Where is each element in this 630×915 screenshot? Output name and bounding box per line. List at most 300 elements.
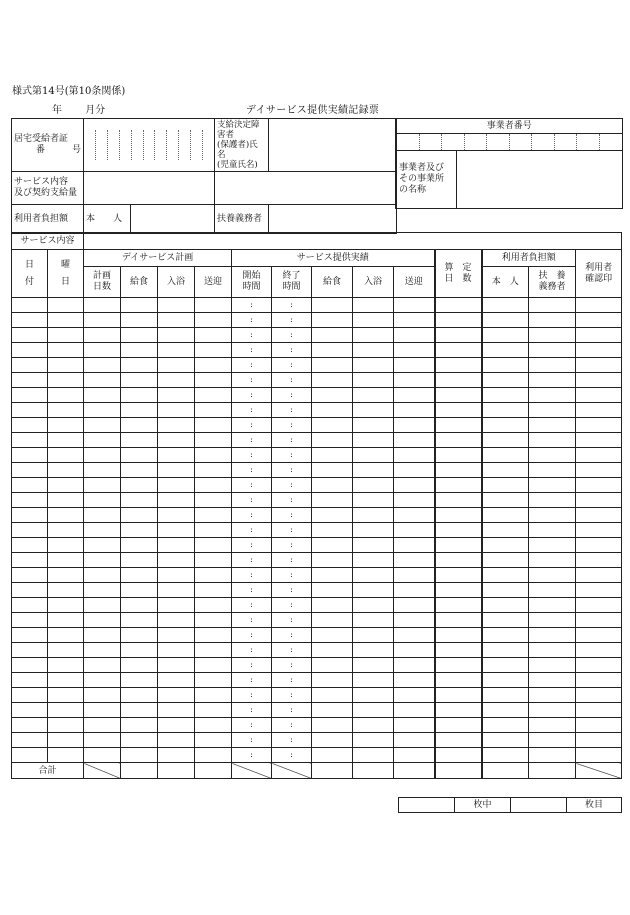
certificate-number-field[interactable] (84, 119, 215, 172)
date-cell[interactable] (12, 373, 48, 388)
plan-bath-cell[interactable] (158, 748, 195, 763)
start-time-cell[interactable]: : (232, 523, 272, 538)
copay-self-cell[interactable] (482, 313, 529, 328)
end-time-cell[interactable]: : (272, 613, 312, 628)
copay-guardian-cell[interactable] (529, 673, 576, 688)
date-cell[interactable] (12, 418, 48, 433)
actual-transport-cell[interactable] (394, 328, 435, 343)
copay-guardian-cell[interactable] (529, 598, 576, 613)
actual-meal-cell[interactable] (312, 343, 353, 358)
plan-days-cell[interactable] (84, 688, 121, 703)
weekday-cell[interactable] (48, 358, 84, 373)
plan-bath-cell[interactable] (158, 733, 195, 748)
actual-meal-cell[interactable] (312, 613, 353, 628)
plan-days-cell[interactable] (84, 523, 121, 538)
end-time-cell[interactable]: : (272, 658, 312, 673)
plan-bath-cell[interactable] (158, 403, 195, 418)
actual-meal-cell[interactable] (312, 418, 353, 433)
plan-transport-cell[interactable] (195, 643, 232, 658)
actual-transport-cell[interactable] (394, 508, 435, 523)
start-time-cell[interactable]: : (232, 478, 272, 493)
plan-transport-cell[interactable] (195, 388, 232, 403)
actual-transport-cell[interactable] (394, 358, 435, 373)
plan-bath-cell[interactable] (158, 328, 195, 343)
copay-self-cell[interactable] (482, 583, 529, 598)
weekday-cell[interactable] (48, 388, 84, 403)
plan-meal-cell[interactable] (121, 448, 158, 463)
actual-bath-cell[interactable] (353, 628, 394, 643)
plan-bath-cell[interactable] (158, 688, 195, 703)
calc-days-cell[interactable] (435, 628, 482, 643)
date-cell[interactable] (12, 613, 48, 628)
plan-days-cell[interactable] (84, 733, 121, 748)
end-time-cell[interactable]: : (272, 448, 312, 463)
plan-meal-cell[interactable] (121, 733, 158, 748)
date-cell[interactable] (12, 718, 48, 733)
date-cell[interactable] (12, 478, 48, 493)
start-time-cell[interactable]: : (232, 358, 272, 373)
date-cell[interactable] (12, 463, 48, 478)
end-time-cell[interactable]: : (272, 433, 312, 448)
copay-guardian-cell[interactable] (529, 433, 576, 448)
date-cell[interactable] (12, 673, 48, 688)
end-time-cell[interactable]: : (272, 628, 312, 643)
actual-meal-cell[interactable] (312, 703, 353, 718)
date-cell[interactable] (12, 448, 48, 463)
weekday-cell[interactable] (48, 643, 84, 658)
copay-self-cell[interactable] (482, 658, 529, 673)
weekday-cell[interactable] (48, 478, 84, 493)
plan-days-cell[interactable] (84, 628, 121, 643)
plan-transport-cell[interactable] (195, 598, 232, 613)
start-time-cell[interactable]: : (232, 673, 272, 688)
end-time-cell[interactable]: : (272, 703, 312, 718)
date-cell[interactable] (12, 508, 48, 523)
plan-transport-cell[interactable] (195, 478, 232, 493)
actual-bath-cell[interactable] (353, 748, 394, 763)
plan-days-cell[interactable] (84, 313, 121, 328)
actual-transport-cell[interactable] (394, 418, 435, 433)
plan-bath-cell[interactable] (158, 433, 195, 448)
actual-meal-cell[interactable] (312, 643, 353, 658)
end-time-cell[interactable]: : (272, 358, 312, 373)
date-cell[interactable] (12, 688, 48, 703)
end-time-cell[interactable]: : (272, 538, 312, 553)
end-time-cell[interactable]: : (272, 403, 312, 418)
actual-meal-cell[interactable] (312, 658, 353, 673)
date-cell[interactable] (12, 358, 48, 373)
actual-bath-cell[interactable] (353, 538, 394, 553)
calc-days-cell[interactable] (435, 418, 482, 433)
calc-days-cell[interactable] (435, 388, 482, 403)
confirm-cell[interactable] (576, 538, 622, 553)
plan-meal-cell[interactable] (121, 718, 158, 733)
plan-meal-cell[interactable] (121, 313, 158, 328)
actual-transport-cell[interactable] (394, 733, 435, 748)
start-time-cell[interactable]: : (232, 583, 272, 598)
end-time-cell[interactable]: : (272, 508, 312, 523)
actual-transport-cell[interactable] (394, 313, 435, 328)
calc-days-cell[interactable] (435, 748, 482, 763)
copay-guardian-cell[interactable] (529, 628, 576, 643)
calc-days-cell[interactable] (435, 463, 482, 478)
plan-bath-cell[interactable] (158, 448, 195, 463)
copay-guardian-cell[interactable] (529, 358, 576, 373)
total-plan-meal[interactable] (121, 763, 158, 779)
confirm-cell[interactable] (576, 553, 622, 568)
actual-bath-cell[interactable] (353, 688, 394, 703)
weekday-cell[interactable] (48, 688, 84, 703)
start-time-cell[interactable]: : (232, 688, 272, 703)
calc-days-cell[interactable] (435, 448, 482, 463)
actual-bath-cell[interactable] (353, 493, 394, 508)
date-cell[interactable] (12, 343, 48, 358)
copay-self-cell[interactable] (482, 628, 529, 643)
plan-days-cell[interactable] (84, 703, 121, 718)
actual-meal-cell[interactable] (312, 373, 353, 388)
plan-transport-cell[interactable] (195, 748, 232, 763)
plan-days-cell[interactable] (84, 388, 121, 403)
start-time-cell[interactable]: : (232, 643, 272, 658)
end-time-cell[interactable]: : (272, 718, 312, 733)
weekday-cell[interactable] (48, 733, 84, 748)
actual-bath-cell[interactable] (353, 598, 394, 613)
confirm-cell[interactable] (576, 478, 622, 493)
weekday-cell[interactable] (48, 583, 84, 598)
date-cell[interactable] (12, 748, 48, 763)
calc-days-cell[interactable] (435, 643, 482, 658)
end-time-cell[interactable]: : (272, 298, 312, 313)
confirm-cell[interactable] (576, 748, 622, 763)
weekday-cell[interactable] (48, 658, 84, 673)
confirm-cell[interactable] (576, 643, 622, 658)
actual-bath-cell[interactable] (353, 733, 394, 748)
confirm-cell[interactable] (576, 298, 622, 313)
actual-bath-cell[interactable] (353, 388, 394, 403)
actual-bath-cell[interactable] (353, 673, 394, 688)
calc-days-cell[interactable] (435, 688, 482, 703)
plan-transport-cell[interactable] (195, 403, 232, 418)
actual-bath-cell[interactable] (353, 433, 394, 448)
copay-guardian-cell[interactable] (529, 373, 576, 388)
plan-bath-cell[interactable] (158, 418, 195, 433)
calc-days-cell[interactable] (435, 583, 482, 598)
actual-meal-cell[interactable] (312, 598, 353, 613)
end-time-cell[interactable]: : (272, 478, 312, 493)
total-actual-meal[interactable] (312, 763, 353, 779)
date-cell[interactable] (12, 628, 48, 643)
actual-meal-cell[interactable] (312, 358, 353, 373)
plan-meal-cell[interactable] (121, 403, 158, 418)
plan-transport-cell[interactable] (195, 628, 232, 643)
start-time-cell[interactable]: : (232, 493, 272, 508)
plan-meal-cell[interactable] (121, 553, 158, 568)
plan-bath-cell[interactable] (158, 613, 195, 628)
calc-days-cell[interactable] (435, 493, 482, 508)
end-time-cell[interactable]: : (272, 568, 312, 583)
weekday-cell[interactable] (48, 433, 84, 448)
weekday-cell[interactable] (48, 598, 84, 613)
weekday-cell[interactable] (48, 568, 84, 583)
actual-transport-cell[interactable] (394, 688, 435, 703)
date-cell[interactable] (12, 298, 48, 313)
date-cell[interactable] (12, 568, 48, 583)
plan-meal-cell[interactable] (121, 418, 158, 433)
actual-transport-cell[interactable] (394, 403, 435, 418)
copay-guardian-cell[interactable] (529, 403, 576, 418)
calc-days-cell[interactable] (435, 433, 482, 448)
weekday-cell[interactable] (48, 703, 84, 718)
copay-self-cell[interactable] (482, 493, 529, 508)
plan-transport-cell[interactable] (195, 733, 232, 748)
actual-meal-cell[interactable] (312, 673, 353, 688)
end-time-cell[interactable]: : (272, 583, 312, 598)
plan-bath-cell[interactable] (158, 343, 195, 358)
plan-bath-cell[interactable] (158, 568, 195, 583)
calc-days-cell[interactable] (435, 343, 482, 358)
copay-guardian-cell[interactable] (529, 388, 576, 403)
copay-self-cell[interactable] (482, 673, 529, 688)
plan-days-cell[interactable] (84, 403, 121, 418)
actual-meal-cell[interactable] (312, 688, 353, 703)
plan-days-cell[interactable] (84, 298, 121, 313)
copay-self-cell[interactable] (482, 448, 529, 463)
copay-self-cell[interactable] (482, 748, 529, 763)
copay-self-cell[interactable] (482, 478, 529, 493)
plan-meal-cell[interactable] (121, 433, 158, 448)
plan-bath-cell[interactable] (158, 583, 195, 598)
end-time-cell[interactable]: : (272, 388, 312, 403)
total-plan-transport[interactable] (195, 763, 232, 779)
plan-transport-cell[interactable] (195, 313, 232, 328)
calc-days-cell[interactable] (435, 718, 482, 733)
calc-days-cell[interactable] (435, 538, 482, 553)
actual-meal-cell[interactable] (312, 508, 353, 523)
actual-meal-cell[interactable] (312, 298, 353, 313)
weekday-cell[interactable] (48, 328, 84, 343)
actual-transport-cell[interactable] (394, 433, 435, 448)
date-cell[interactable] (12, 733, 48, 748)
confirm-cell[interactable] (576, 598, 622, 613)
end-time-cell[interactable]: : (272, 493, 312, 508)
plan-meal-cell[interactable] (121, 388, 158, 403)
actual-bath-cell[interactable] (353, 373, 394, 388)
copay-guardian-cell[interactable] (529, 613, 576, 628)
end-time-cell[interactable]: : (272, 748, 312, 763)
self-copay-field[interactable] (131, 205, 215, 234)
confirm-cell[interactable] (576, 628, 622, 643)
actual-meal-cell[interactable] (312, 313, 353, 328)
copay-guardian-cell[interactable] (529, 418, 576, 433)
plan-meal-cell[interactable] (121, 688, 158, 703)
actual-bath-cell[interactable] (353, 478, 394, 493)
end-time-cell[interactable]: : (272, 733, 312, 748)
actual-transport-cell[interactable] (394, 643, 435, 658)
confirm-cell[interactable] (576, 718, 622, 733)
actual-meal-cell[interactable] (312, 478, 353, 493)
plan-days-cell[interactable] (84, 568, 121, 583)
plan-days-cell[interactable] (84, 328, 121, 343)
provider-name-field[interactable] (456, 151, 622, 209)
end-time-cell[interactable]: : (272, 343, 312, 358)
actual-transport-cell[interactable] (394, 448, 435, 463)
copay-guardian-cell[interactable] (529, 493, 576, 508)
date-cell[interactable] (12, 433, 48, 448)
start-time-cell[interactable]: : (232, 628, 272, 643)
start-time-cell[interactable]: : (232, 598, 272, 613)
end-time-cell[interactable]: : (272, 328, 312, 343)
calc-days-cell[interactable] (435, 703, 482, 718)
plan-bath-cell[interactable] (158, 388, 195, 403)
total-calc-days[interactable] (435, 763, 482, 779)
copay-self-cell[interactable] (482, 553, 529, 568)
plan-days-cell[interactable] (84, 658, 121, 673)
actual-meal-cell[interactable] (312, 448, 353, 463)
plan-meal-cell[interactable] (121, 463, 158, 478)
actual-meal-cell[interactable] (312, 493, 353, 508)
actual-transport-cell[interactable] (394, 343, 435, 358)
date-cell[interactable] (12, 703, 48, 718)
plan-meal-cell[interactable] (121, 508, 158, 523)
plan-transport-cell[interactable] (195, 718, 232, 733)
copay-self-cell[interactable] (482, 358, 529, 373)
copay-self-cell[interactable] (482, 508, 529, 523)
plan-meal-cell[interactable] (121, 658, 158, 673)
plan-meal-cell[interactable] (121, 538, 158, 553)
actual-transport-cell[interactable] (394, 523, 435, 538)
confirm-cell[interactable] (576, 448, 622, 463)
actual-transport-cell[interactable] (394, 553, 435, 568)
actual-transport-cell[interactable] (394, 583, 435, 598)
calc-days-cell[interactable] (435, 358, 482, 373)
calc-days-cell[interactable] (435, 598, 482, 613)
plan-meal-cell[interactable] (121, 523, 158, 538)
copay-self-cell[interactable] (482, 373, 529, 388)
copay-self-cell[interactable] (482, 613, 529, 628)
plan-meal-cell[interactable] (121, 328, 158, 343)
weekday-cell[interactable] (48, 508, 84, 523)
plan-meal-cell[interactable] (121, 358, 158, 373)
plan-transport-cell[interactable] (195, 418, 232, 433)
plan-days-cell[interactable] (84, 343, 121, 358)
weekday-cell[interactable] (48, 748, 84, 763)
plan-transport-cell[interactable] (195, 538, 232, 553)
date-cell[interactable] (12, 313, 48, 328)
plan-meal-cell[interactable] (121, 493, 158, 508)
copay-self-cell[interactable] (482, 598, 529, 613)
plan-transport-cell[interactable] (195, 553, 232, 568)
calc-days-cell[interactable] (435, 673, 482, 688)
plan-bath-cell[interactable] (158, 598, 195, 613)
plan-days-cell[interactable] (84, 433, 121, 448)
service-content-value[interactable] (84, 233, 622, 250)
weekday-cell[interactable] (48, 418, 84, 433)
actual-transport-cell[interactable] (394, 493, 435, 508)
start-time-cell[interactable]: : (232, 703, 272, 718)
calc-days-cell[interactable] (435, 328, 482, 343)
actual-transport-cell[interactable] (394, 673, 435, 688)
plan-days-cell[interactable] (84, 598, 121, 613)
plan-bath-cell[interactable] (158, 673, 195, 688)
confirm-cell[interactable] (576, 403, 622, 418)
confirm-cell[interactable] (576, 508, 622, 523)
copay-guardian-cell[interactable] (529, 508, 576, 523)
actual-bath-cell[interactable] (353, 583, 394, 598)
actual-bath-cell[interactable] (353, 418, 394, 433)
start-time-cell[interactable]: : (232, 343, 272, 358)
total-plan-bath[interactable] (158, 763, 195, 779)
actual-transport-cell[interactable] (394, 598, 435, 613)
calc-days-cell[interactable] (435, 373, 482, 388)
actual-bath-cell[interactable] (353, 553, 394, 568)
confirm-cell[interactable] (576, 343, 622, 358)
plan-transport-cell[interactable] (195, 613, 232, 628)
start-time-cell[interactable]: : (232, 388, 272, 403)
copay-guardian-cell[interactable] (529, 328, 576, 343)
actual-bath-cell[interactable] (353, 613, 394, 628)
plan-transport-cell[interactable] (195, 448, 232, 463)
plan-bath-cell[interactable] (158, 553, 195, 568)
actual-bath-cell[interactable] (353, 313, 394, 328)
actual-meal-cell[interactable] (312, 328, 353, 343)
weekday-cell[interactable] (48, 718, 84, 733)
copay-self-cell[interactable] (482, 733, 529, 748)
end-time-cell[interactable]: : (272, 373, 312, 388)
weekday-cell[interactable] (48, 343, 84, 358)
actual-transport-cell[interactable] (394, 613, 435, 628)
confirm-cell[interactable] (576, 358, 622, 373)
copay-self-cell[interactable] (482, 298, 529, 313)
confirm-cell[interactable] (576, 313, 622, 328)
confirm-cell[interactable] (576, 388, 622, 403)
date-cell[interactable] (12, 523, 48, 538)
guardian-copay-field[interactable] (269, 205, 397, 234)
copay-self-cell[interactable] (482, 343, 529, 358)
actual-meal-cell[interactable] (312, 748, 353, 763)
copay-guardian-cell[interactable] (529, 523, 576, 538)
actual-bath-cell[interactable] (353, 658, 394, 673)
calc-days-cell[interactable] (435, 658, 482, 673)
confirm-cell[interactable] (576, 658, 622, 673)
actual-meal-cell[interactable] (312, 718, 353, 733)
start-time-cell[interactable]: : (232, 538, 272, 553)
start-time-cell[interactable]: : (232, 568, 272, 583)
weekday-cell[interactable] (48, 373, 84, 388)
actual-bath-cell[interactable] (353, 343, 394, 358)
weekday-cell[interactable] (48, 613, 84, 628)
total-actual-transport[interactable] (394, 763, 435, 779)
calc-days-cell[interactable] (435, 523, 482, 538)
start-time-cell[interactable]: : (232, 553, 272, 568)
plan-days-cell[interactable] (84, 418, 121, 433)
plan-transport-cell[interactable] (195, 688, 232, 703)
copay-guardian-cell[interactable] (529, 733, 576, 748)
plan-days-cell[interactable] (84, 553, 121, 568)
end-time-cell[interactable]: : (272, 553, 312, 568)
start-time-cell[interactable]: : (232, 298, 272, 313)
start-time-cell[interactable]: : (232, 718, 272, 733)
actual-meal-cell[interactable] (312, 538, 353, 553)
end-time-cell[interactable]: : (272, 688, 312, 703)
plan-bath-cell[interactable] (158, 313, 195, 328)
actual-transport-cell[interactable] (394, 463, 435, 478)
weekday-cell[interactable] (48, 553, 84, 568)
plan-transport-cell[interactable] (195, 703, 232, 718)
plan-transport-cell[interactable] (195, 493, 232, 508)
copay-self-cell[interactable] (482, 688, 529, 703)
copay-self-cell[interactable] (482, 463, 529, 478)
copay-guardian-cell[interactable] (529, 538, 576, 553)
